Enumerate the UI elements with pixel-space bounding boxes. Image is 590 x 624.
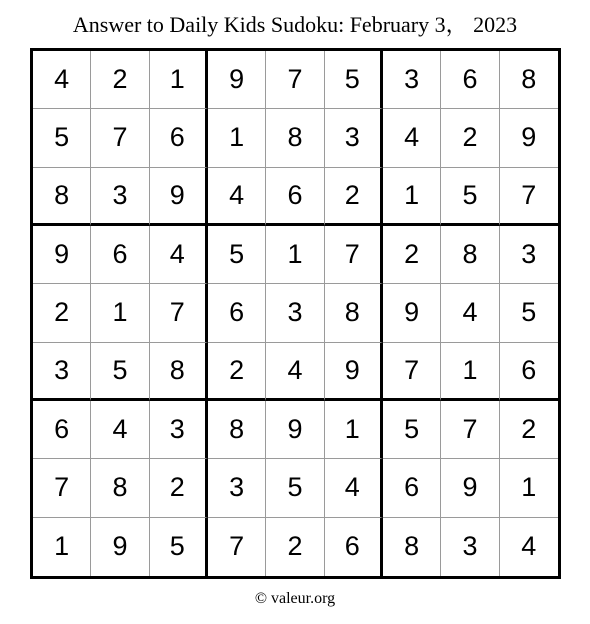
sudoku-cell-r4c1: 9 [33, 226, 91, 284]
sudoku-cell-r9c5: 2 [266, 518, 324, 576]
sudoku-cell-r5c3: 7 [150, 284, 208, 342]
sudoku-cell-r5c7: 9 [383, 284, 441, 342]
sudoku-cell-r5c5: 3 [266, 284, 324, 342]
page-title: Answer to Daily Kids Sudoku: February 3， 2023 [72, 12, 518, 37]
sudoku-cell-r8c2: 8 [91, 459, 149, 517]
sudoku-cell-r5c6: 8 [325, 284, 383, 342]
sudoku-cell-r4c5: 1 [266, 226, 324, 284]
sudoku-cell-r5c2: 1 [91, 284, 149, 342]
sudoku-cell-r9c4: 7 [208, 518, 266, 576]
sudoku-cell-r2c6: 3 [325, 109, 383, 167]
sudoku-cell-r6c5: 4 [266, 343, 324, 401]
sudoku-cell-r4c4: 5 [208, 226, 266, 284]
sudoku-cell-r1c9: 8 [500, 51, 558, 109]
sudoku-cell-r9c6: 6 [325, 518, 383, 576]
sudoku-cell-r7c1: 6 [33, 401, 91, 459]
sudoku-cell-r7c2: 4 [91, 401, 149, 459]
sudoku-cell-r3c5: 6 [266, 168, 324, 226]
sudoku-cell-r8c4: 3 [208, 459, 266, 517]
sudoku-cell-r3c8: 5 [441, 168, 499, 226]
sudoku-cell-r5c4: 6 [208, 284, 266, 342]
sudoku-cell-r2c2: 7 [91, 109, 149, 167]
sudoku-cell-r6c2: 5 [91, 343, 149, 401]
sudoku-cell-r1c7: 3 [383, 51, 441, 109]
sudoku-cell-r7c7: 5 [383, 401, 441, 459]
sudoku-grid [30, 48, 561, 579]
sudoku-cell-r1c3: 1 [150, 51, 208, 109]
sudoku-cell-r1c2: 2 [91, 51, 149, 109]
sudoku-cell-r2c4: 1 [208, 109, 266, 167]
sudoku-cell-r3c4: 4 [208, 168, 266, 226]
sudoku-cell-r8c1: 7 [33, 459, 91, 517]
sudoku-cell-r6c8: 1 [441, 343, 499, 401]
sudoku-cell-r7c8: 7 [441, 401, 499, 459]
sudoku-cell-r7c6: 1 [325, 401, 383, 459]
sudoku-cell-r2c3: 6 [150, 109, 208, 167]
sudoku-cell-r1c6: 5 [325, 51, 383, 109]
sudoku-cell-r8c5: 5 [266, 459, 324, 517]
sudoku-cell-r1c4: 9 [208, 51, 266, 109]
sudoku-cell-r9c9: 4 [521, 531, 537, 562]
sudoku-cell-r1c1: 4 [33, 51, 91, 109]
sudoku-cell-r6c7: 7 [383, 343, 441, 401]
sudoku-cell-r3c9: 7 [500, 168, 558, 226]
sudoku-cell-r3c3: 9 [150, 168, 208, 226]
sudoku-cell-r7c3: 3 [150, 401, 208, 459]
sudoku-cell-r4c6: 7 [325, 226, 383, 284]
sudoku-cell-r3c1: 8 [33, 168, 91, 226]
sudoku-cell-r6c9: 6 [500, 343, 558, 401]
sudoku-cell-r9c1: 1 [33, 518, 91, 576]
sudoku-cell-r4c3: 4 [150, 226, 208, 284]
sudoku-cell-r9c8: 3 [441, 518, 499, 576]
sudoku-cell-r2c1: 5 [33, 109, 91, 167]
sudoku-cell-r1c5: 7 [266, 51, 324, 109]
sudoku-cell-r8c7: 6 [383, 459, 441, 517]
sudoku-cell-r9c7: 8 [383, 518, 441, 576]
sudoku-cell-r4c8: 8 [441, 226, 499, 284]
sudoku-cell-r9c2: 9 [91, 518, 149, 576]
sudoku-cell-r7c9: 2 [500, 401, 558, 459]
sudoku-cell-r4c7: 2 [383, 226, 441, 284]
sudoku-cell-r6c3: 8 [150, 343, 208, 401]
sudoku-cell-r5c8: 4 [441, 284, 499, 342]
copyright-footer: © valeur.org [254, 590, 336, 607]
sudoku-cell-r3c7: 1 [383, 168, 441, 226]
sudoku-cell-r7c4: 8 [208, 401, 266, 459]
sudoku-cell-r9c3: 5 [150, 518, 208, 576]
sudoku-cell-r8c6: 4 [325, 459, 383, 517]
sudoku-cell-r6c6: 9 [325, 343, 383, 401]
sudoku-cell-r2c8: 2 [441, 109, 499, 167]
sudoku-cell-r2c7: 4 [383, 109, 441, 167]
sudoku-cell-r6c1: 3 [33, 343, 91, 401]
sudoku-cell-r1c8: 6 [441, 51, 499, 109]
sudoku-cell-r8c3: 2 [150, 459, 208, 517]
sudoku-cell-r4c2: 6 [91, 226, 149, 284]
sudoku-cell-r7c5: 9 [266, 401, 324, 459]
sudoku-cell-r3c6: 2 [325, 168, 383, 226]
sudoku-cell-r8c9: 1 [500, 459, 558, 517]
sudoku-cell-r3c2: 3 [91, 168, 149, 226]
sudoku-cell-r2c5: 8 [266, 109, 324, 167]
sudoku-cell-r2c9: 9 [500, 109, 558, 167]
sudoku-cell-r6c4: 2 [208, 343, 266, 401]
sudoku-cell-r5c9: 5 [500, 284, 558, 342]
sudoku-cell-r4c9: 3 [500, 226, 558, 284]
sudoku-cell-r8c8: 9 [441, 459, 499, 517]
sudoku-cell-r5c1: 2 [33, 284, 91, 342]
